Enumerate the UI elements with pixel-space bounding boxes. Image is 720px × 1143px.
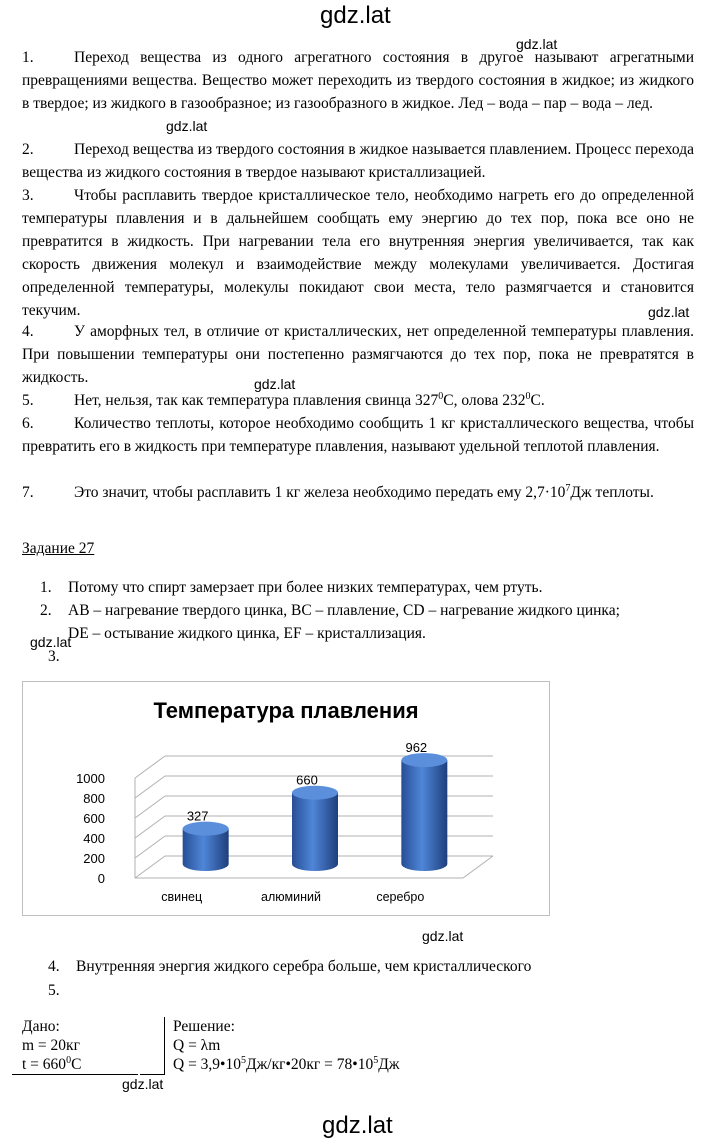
- melting-temperature-chart: [23, 682, 549, 915]
- gridline-depth: [135, 756, 165, 778]
- gridline-depth: [135, 816, 165, 838]
- item-text: Внутренняя энергия жидкого серебра больше, чем кристаллического: [76, 958, 532, 975]
- item-number: 1.: [40, 579, 52, 596]
- given-label: Дано:: [22, 1018, 60, 1035]
- item-text: DE – остывание жидкого цинка, EF – кристаллизация.: [68, 625, 426, 642]
- given-temperature: $t = 660^0C$: [22, 1054, 82, 1073]
- paragraph-text: Дж теплоты.: [570, 484, 654, 501]
- item-number: 5.: [48, 982, 60, 999]
- solution-calculation: $Q = 3,9•10^5Дж/кг•20кг$ = $78•10^5Дж$: [173, 1054, 400, 1073]
- paragraph-text: С.: [530, 392, 545, 409]
- data-label: 660: [296, 772, 318, 788]
- superscript: 5: [373, 1054, 379, 1066]
- watermark: gdz.lat: [122, 1076, 164, 1092]
- bar-top: [401, 753, 447, 767]
- floor-side-edge: [463, 856, 493, 878]
- paragraph-number: 7.: [22, 484, 34, 501]
- watermark: gdz.lat: [422, 928, 464, 944]
- given-mass: m = 20кг: [22, 1037, 80, 1054]
- gridline-depth: [135, 796, 165, 818]
- paragraph-3: [22, 184, 694, 322]
- given-underline: [12, 1074, 138, 1075]
- paragraph-number: 5.: [22, 392, 34, 409]
- data-label: 962: [405, 740, 428, 756]
- watermark-top: gdz.lat: [320, 2, 391, 29]
- task-27-title: Задание 27: [22, 540, 95, 557]
- superscript: 5: [241, 1054, 246, 1066]
- paragraph-number: 6.: [22, 415, 34, 432]
- y-tick-label: 1000: [76, 771, 105, 786]
- solution-block: [173, 1017, 400, 1074]
- item-number: 4.: [48, 958, 60, 975]
- superscript: 0: [438, 390, 444, 402]
- bar: [183, 822, 229, 871]
- watermark: gdz.lat: [516, 36, 558, 52]
- y-tick-label: 400: [83, 831, 105, 846]
- bar-body: [401, 760, 447, 871]
- task-27-item-2: [40, 599, 620, 622]
- paragraph-2: [22, 138, 694, 184]
- paragraph-number: 4.: [22, 323, 34, 340]
- x-tick-label: алюминий: [261, 890, 321, 904]
- y-tick-label: 600: [83, 811, 105, 826]
- solution-label: Решение:: [173, 1018, 235, 1035]
- gridline-depth: [135, 776, 165, 798]
- paragraph-text: С, олова 232: [443, 392, 526, 409]
- paragraph-text: У аморфных тел, в отличие от кристаллических, нет определенной температуры плавления. При повышении температуры они постепенно размягчаются до тех пор, пока не превратятся в жидкость.: [22, 323, 694, 386]
- paragraph-5: [22, 389, 694, 412]
- paragraph-text: Нет, нельзя, так как температура плавления свинца 327: [74, 392, 439, 409]
- bar-top: [183, 822, 229, 836]
- item-number: 3.: [48, 648, 60, 665]
- task-27-item-4: [48, 955, 531, 978]
- given-divider-foot: [140, 1074, 164, 1075]
- watermark-bottom: gdz.lat: [322, 1112, 393, 1139]
- solution-formula: Q = λm: [173, 1037, 221, 1054]
- bar: [401, 753, 447, 871]
- watermark: gdz.lat: [648, 304, 690, 320]
- paragraph-text: Это значит, чтобы расплавить 1 кг железа необходимо передать ему 2,7·10: [74, 484, 566, 501]
- chart-title: Температура плавления: [153, 698, 419, 723]
- bar: [292, 786, 338, 871]
- item-number: 2.: [40, 602, 52, 619]
- gridline-depth: [135, 856, 165, 878]
- paragraph-4: [22, 320, 694, 389]
- given-block: [22, 1017, 81, 1074]
- bar-body: [292, 793, 338, 871]
- paragraph-1: [22, 46, 694, 115]
- paragraph-number: 2.: [22, 141, 34, 158]
- item-text: AB – нагревание твердого цинка, BC – плавление, CD – нагревание жидкого цинка;: [68, 602, 620, 619]
- given-divider: [164, 1017, 165, 1075]
- gridline-depth: [135, 836, 165, 858]
- y-tick-label: 800: [83, 791, 105, 806]
- y-tick-label: 200: [83, 851, 105, 866]
- task-27-item-2-cont: [68, 622, 426, 645]
- x-tick-label: серебро: [376, 890, 425, 904]
- task-27-item-1: [40, 576, 542, 599]
- bar-top: [292, 786, 338, 800]
- y-tick-label: 0: [97, 871, 105, 886]
- task-27-item-3: [48, 645, 76, 668]
- x-tick-label: свинец: [161, 890, 203, 904]
- watermark: gdz.lat: [166, 118, 208, 134]
- task-27-item-5: [48, 979, 76, 1002]
- superscript: 0: [66, 1054, 72, 1066]
- paragraph-text: Чтобы расплавить твердое кристаллическое тело, необходимо нагреть его до определенной температуры плавления и в дальнейшем сообщать ему энергию до тех пор, пока все оно не превратится в жидкость. При нагревании тела его внутренняя энергия увеличивается, так как скорость движения молекул и взаимодействие между молекулами увеличивается. Достигая определенной температуры, молекулы покидают свои места, тело размягчается и становится текучим.: [22, 187, 694, 319]
- paragraph-6: [22, 412, 694, 458]
- paragraph-number: 3.: [22, 187, 34, 204]
- paragraph-text: Количество теплоты, которое необходимо сообщить 1 кг кристаллического вещества, чтобы превратить его в жидкость при температуре плавления, называют удельной теплотой плавления.: [22, 415, 694, 455]
- paragraph-number: 1.: [22, 49, 34, 66]
- item-text: Потому что спирт замерзает при более низких температурах, чем ртуть.: [68, 579, 543, 596]
- paragraph-text: Переход вещества из одного агрегатного состояния в другое называют агрегатными превращениями вещества. Вещество может переходить из твердого состояния в жидкое; из жидкого в твердое; из жидкого в газообразное; из газообразного в жидкое. Лед – вода – пар – вода – лед.: [22, 49, 694, 112]
- paragraph-text: Переход вещества из твердого состояния в жидкое называется плавлением. Процесс перехода вещества из жидкого состояния в твердое называют кристаллизацией.: [22, 141, 694, 181]
- data-label: 327: [186, 808, 209, 824]
- chart-frame: [22, 681, 550, 916]
- watermark: gdz.lat: [254, 376, 296, 392]
- superscript: 0: [525, 390, 531, 402]
- watermark: gdz.lat: [30, 634, 72, 650]
- paragraph-7: [22, 481, 694, 504]
- superscript: 7: [565, 482, 571, 494]
